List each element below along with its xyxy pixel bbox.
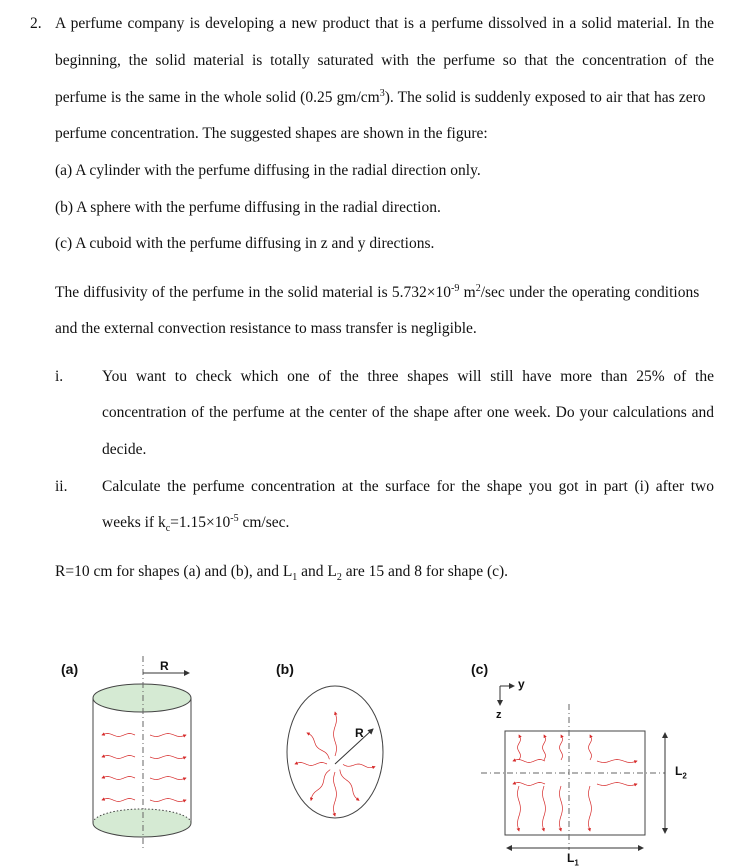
cylinder-radius-label: R bbox=[160, 659, 169, 673]
text: L bbox=[567, 851, 575, 865]
part-i-line-3: decide. bbox=[102, 441, 147, 458]
text: L bbox=[675, 764, 683, 778]
text: perfume is the same in the whole solid (0.25 gm/cm bbox=[55, 89, 380, 106]
part-i-number: i. bbox=[55, 368, 64, 385]
cylinder-figure bbox=[93, 656, 191, 848]
text: weeks if k bbox=[102, 514, 166, 531]
subscript: 1 bbox=[574, 858, 579, 868]
figure-label-b: (b) bbox=[276, 661, 294, 677]
diffusivity-line-2: and the external convection resistance to mass transfer is negligible. bbox=[55, 320, 477, 337]
subscript: c bbox=[165, 523, 171, 535]
text: The diffusivity of the perfume in the solid material is 5.732×10 bbox=[55, 284, 452, 301]
sphere-radius-label: R bbox=[355, 726, 364, 740]
superscript: -9 bbox=[451, 282, 460, 294]
superscript: 2 bbox=[475, 282, 481, 294]
subscript: 2 bbox=[682, 771, 687, 781]
text: ). The solid is suddenly exposed to air that has zero bbox=[384, 89, 706, 106]
part-i-line-1: You want to check which one of the three shapes will still have more than 25% of the bbox=[102, 368, 714, 385]
l2-label bbox=[675, 764, 687, 781]
sphere-figure bbox=[287, 686, 383, 818]
text: m bbox=[459, 284, 476, 301]
l1-label bbox=[567, 851, 579, 868]
intro-line-2: beginning, the solid material is totally saturated with the perfume so that the concentration of the bbox=[55, 52, 714, 69]
shape-b-text: (b) A sphere with the perfume diffusing in the radial direction. bbox=[55, 199, 441, 216]
intro-line-1: A perfume company is developing a new product that is a perfume dissolved in a solid material. In the bbox=[55, 15, 714, 32]
subscript: 2 bbox=[336, 572, 342, 584]
superscript: 3 bbox=[379, 87, 385, 99]
shape-a-text: (a) A cylinder with the perfume diffusing in the radial direction only. bbox=[55, 162, 481, 179]
text: cm/sec. bbox=[238, 514, 290, 531]
text: and L bbox=[297, 563, 337, 580]
shape-c-text: (c) A cuboid with the perfume diffusing in z and y directions. bbox=[55, 235, 435, 252]
figure-label-c: (c) bbox=[471, 661, 489, 677]
axis-y-label: y bbox=[518, 677, 525, 691]
intro-line-4: perfume concentration. The suggested shapes are shown in the figure: bbox=[55, 125, 488, 142]
figure-label-a: (a) bbox=[61, 661, 79, 677]
text: =1.15×10 bbox=[170, 514, 231, 531]
cuboid-figure bbox=[481, 686, 665, 850]
text: are 15 and 8 for shape (c). bbox=[341, 563, 509, 580]
text: /sec under the operating conditions bbox=[480, 284, 700, 301]
part-i-line-2: concentration of the perfume at the center of the shape after one week. Do your calculations and bbox=[102, 404, 714, 421]
superscript: -5 bbox=[230, 512, 239, 524]
axis-z-label: z bbox=[496, 709, 502, 721]
part-ii-number: ii. bbox=[55, 478, 68, 495]
subscript: 1 bbox=[292, 572, 298, 584]
problem-number: 2. bbox=[30, 15, 42, 32]
part-ii-line-1: Calculate the perfume concentration at the surface for the shape you got in part (i) after two bbox=[102, 478, 714, 495]
text: R=10 cm for shapes (a) and (b), and L bbox=[55, 563, 293, 580]
